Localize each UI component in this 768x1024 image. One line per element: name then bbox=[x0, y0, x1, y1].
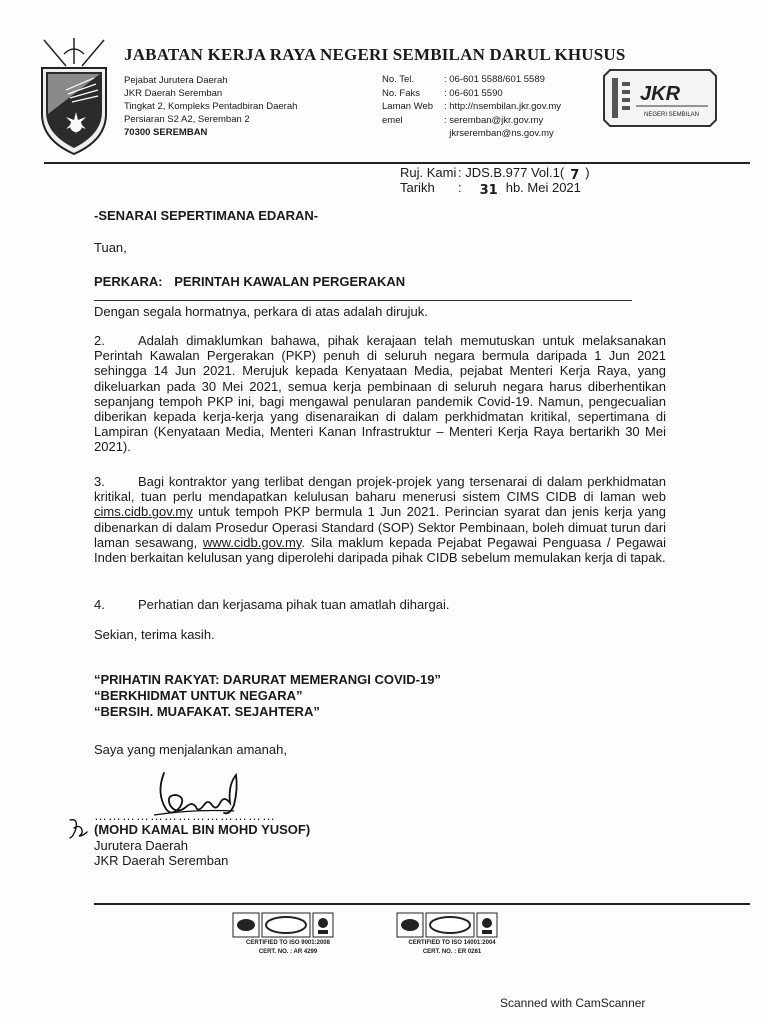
date-hand-day: 31 bbox=[479, 183, 498, 198]
contact-label: No. Faks bbox=[382, 87, 421, 99]
address-line: Pejabat Jurutera Daerah bbox=[124, 75, 228, 86]
date-value: hb. Mei 2021 bbox=[505, 180, 581, 195]
signature-intro: Saya yang menjalankan amanah, bbox=[94, 742, 287, 757]
address-line: Persiaran S2 A2, Seremban 2 bbox=[124, 114, 250, 125]
signer-name: (MOHD KAMAL BIN MOHD YUSOF) bbox=[94, 822, 311, 837]
date-colon: : bbox=[458, 180, 462, 195]
closing-line: Sekian, terima kasih. bbox=[94, 627, 215, 642]
contact-label: emel bbox=[382, 114, 403, 126]
paragraph-number: 3. bbox=[94, 474, 105, 489]
jkr-logo-subtext: NEGERI SEMBILAN bbox=[644, 112, 700, 118]
email-value-2: jkrseremban@ns.gov.my bbox=[444, 128, 554, 139]
ref-value: : JDS.B.977 Vol.1( bbox=[458, 165, 565, 180]
distribution-heading: -SENARAI SEPERTIMANA EDARAN- bbox=[94, 208, 319, 223]
cert-line: CERTIFIED TO ISO 14001:2004 bbox=[408, 940, 496, 946]
address-line: JKR Daerah Seremban bbox=[124, 88, 223, 99]
slogan: “BERKHIDMAT UNTUK NEGARA” bbox=[94, 688, 303, 703]
org-name: JABATAN KERJA RAYA NEGERI SEMBILAN DARUL KHUSUS bbox=[124, 45, 626, 64]
cert-number: CERT. NO. : AR 4299 bbox=[258, 949, 318, 955]
cert-line: CERTIFIED TO ISO 9001:2008 bbox=[246, 940, 330, 946]
signer-details bbox=[94, 822, 310, 869]
iso-9001-certification bbox=[232, 912, 344, 960]
postcode-city: 70300 SEREMBAN bbox=[124, 127, 208, 138]
slogans bbox=[94, 672, 441, 720]
state-crest-icon bbox=[36, 38, 112, 156]
paragraph-number: 4. bbox=[94, 597, 105, 612]
signer-office: JKR Daerah Seremban bbox=[94, 853, 229, 868]
paragraph-text: untuk tempoh PKP bermula 1 Jun 2021. Perincian syarat dan jenis kerja yang dibenarkan di dalam Prosedur Operasi Standard (SOP) Sektor Pembinaan, boleh dimuat turun dari laman sesawang, bbox=[94, 504, 666, 550]
contact-label bbox=[382, 127, 444, 141]
subject-text: PERINTAH KAWALAN PERGERAKAN bbox=[174, 274, 406, 289]
paragraph-number: 2. bbox=[94, 333, 105, 348]
subject-label: PERKARA: bbox=[94, 274, 163, 289]
iso-14001-certification bbox=[396, 912, 508, 960]
address-line: Tingkat 2, Kompleks Pentadbiran Daerah bbox=[124, 101, 298, 112]
salutation: Tuan, bbox=[94, 240, 127, 255]
paragraph-4 bbox=[94, 597, 666, 612]
contact-label: No. Tel. bbox=[382, 74, 415, 85]
certification-logos-icon bbox=[232, 912, 344, 938]
ref-close: ) bbox=[585, 165, 590, 180]
signature-dots: ………………………………… bbox=[94, 808, 276, 823]
fax-value: : 06-601 5590 bbox=[444, 87, 503, 99]
website-value: : http://nsembilan.jkr.gov.my bbox=[444, 101, 562, 112]
jkr-logo bbox=[602, 68, 718, 128]
slogan: “BERSIH. MUAFAKAT. SEJAHTERA” bbox=[94, 704, 320, 719]
paragraph-3 bbox=[94, 474, 666, 565]
ref-hand-number: 7 bbox=[570, 168, 580, 183]
cims-link[interactable]: cims.cidb.gov.my bbox=[94, 504, 193, 520]
header-divider bbox=[44, 162, 750, 164]
scanner-watermark: Scanned with CamScanner bbox=[500, 996, 646, 1010]
paragraph-text: . Sila maklum kepada Pejabat Pegawai Penguasa / Pegawai Inden berkaitan kelulusan yang diperolehi daripada pihak CIDB sebelum memulakan kerja di tapak. bbox=[94, 534, 666, 566]
ref-label: Ruj. Kami bbox=[400, 165, 457, 180]
subject-underline bbox=[94, 300, 632, 301]
office-address bbox=[124, 74, 297, 139]
paragraph-text: Adalah dimaklumkan bahawa, pihak kerajaan telah memutuskan untuk melaksanakan Perintah Kawalan Pergerakan (PKP) penuh di seluruh negara bermula daripada 1 Jun 2021 sehingga 14 Jun 2021. Merujuk kepada Kenyataan Media, pejabat Menteri Kerja Raya, yang dikeluarkan pada 30 Mei 2021, semua kerja pembinaan di seluruh negara harus diberhentikan sepanjang tempoh PKP ini, bagi mengawal penularan pandemik Covid-19. Namun, pengecualian diberikan kepada kerja-kerja yang disenaraikan di dalam perkhidmatan kritikal, sepertimana di Lampiran (Kenyataan Media, Menteri Kanan Infrastruktur – Menteri Kerja Raya bertarikh 30 Mei 2021). bbox=[94, 333, 666, 455]
paragraph-2 bbox=[94, 333, 666, 455]
date-label: Tarikh bbox=[400, 180, 435, 195]
paragraph-text: Perhatian dan kerjasama pihak tuan amatlah dihargai. bbox=[138, 597, 450, 612]
cidb-link[interactable]: www.cidb.gov.my bbox=[202, 534, 302, 550]
footer-divider bbox=[94, 903, 750, 905]
slogan: “PRIHATIN RAKYAT: DARURAT MEMERANGI COVID-19” bbox=[94, 672, 441, 687]
paragraph-text: Bagi kontraktor yang terlibat dengan projek-projek yang tersenarai di dalam perkhidmatan kritikal, tuan perlu mendapatkan kelulusan baharu menerusi sistem CIMS CIDB di laman web bbox=[94, 474, 666, 505]
jkr-logo-text: JKR bbox=[640, 83, 681, 105]
handwritten-initial bbox=[66, 816, 94, 840]
reference-block bbox=[400, 165, 590, 198]
phone-value: : 06-601 5588/601 5589 bbox=[444, 74, 545, 85]
contact-label: Laman Web bbox=[382, 101, 434, 112]
subject-line bbox=[94, 274, 666, 289]
cert-number: CERT. NO. : ER 0281 bbox=[422, 949, 482, 955]
certification-logos-icon bbox=[396, 912, 508, 938]
email-value: : seremban@jkr.gov.my bbox=[444, 114, 544, 126]
signer-title: Jurutera Daerah bbox=[94, 837, 188, 853]
opening-line: Dengan segala hormatnya, perkara di atas adalah dirujuk. bbox=[94, 304, 428, 319]
contact-details bbox=[382, 73, 561, 141]
